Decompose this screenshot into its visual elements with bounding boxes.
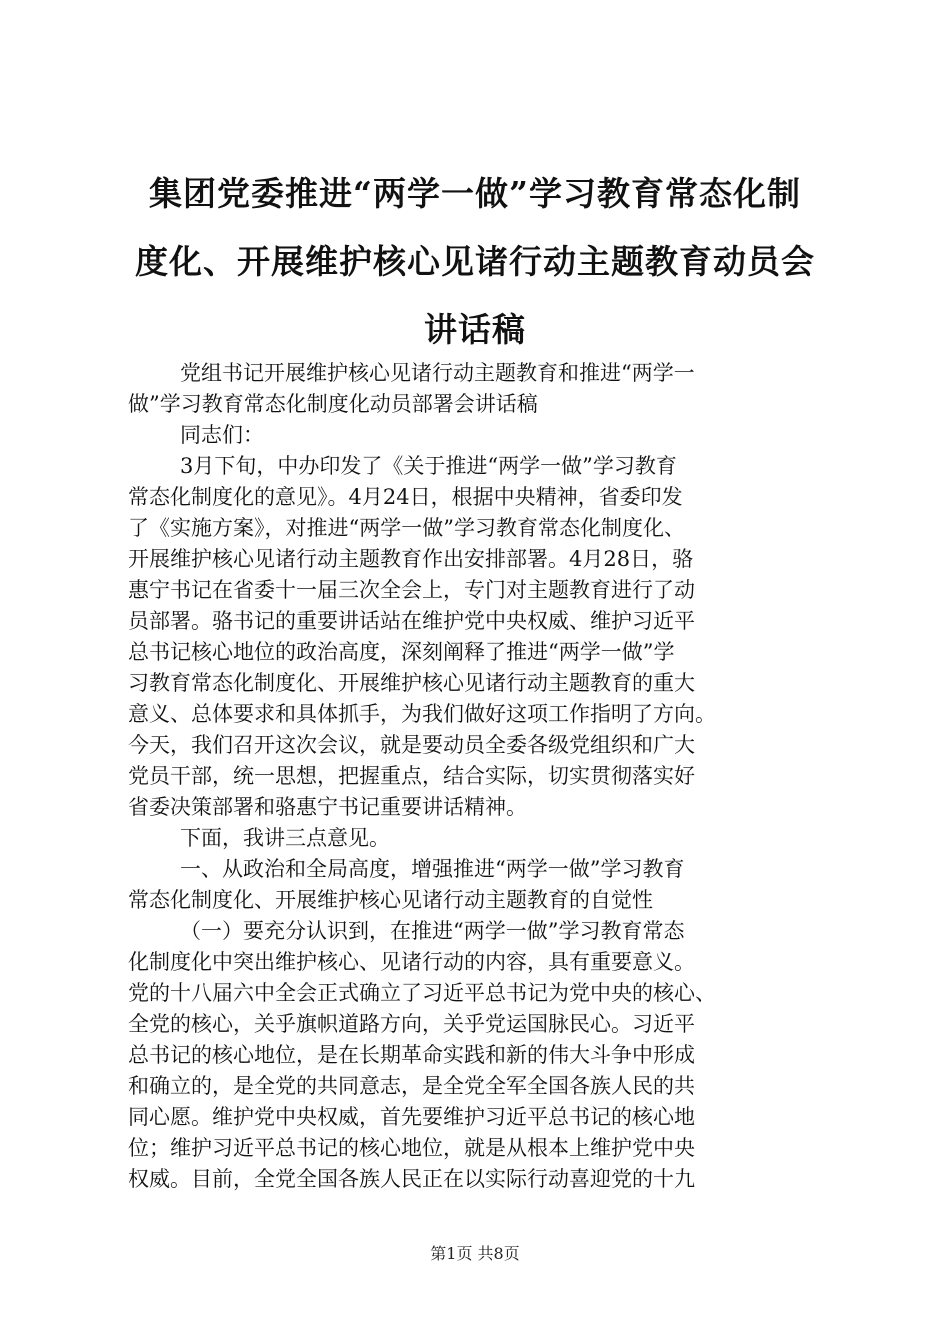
paragraph-line: （一）要充分认识到，在推进“两学一做”学习教育常态 — [180, 919, 685, 943]
paragraph-line: 惠宁书记在省委十一届三次全会上，专门对主题教育进行了动 — [128, 578, 695, 602]
paragraph-line: 总书记的核心地位，是在长期革命实践和新的伟大斗争中形成 — [128, 1043, 695, 1067]
title-line: 讲话稿 — [424, 310, 526, 349]
paragraph-line: 权威。目前，全党全国各族人民正在以实际行动喜迎党的十九 — [128, 1167, 695, 1191]
salutation-line: 同志们： — [180, 423, 264, 447]
paragraph-line: 员部署。骆书记的重要讲话站在维护党中央权威、维护习近平 — [128, 609, 695, 633]
paragraph-line: 了《实施方案》，对推进“两学一做”学习教育常态化制度化、 — [128, 516, 685, 540]
paragraph-line: 全党的核心，关乎旗帜道路方向，关乎党运国脉民心。习近平 — [128, 1012, 695, 1036]
paragraph-line: 做”学习教育常态化制度化动员部署会讲话稿 — [128, 392, 538, 416]
paragraph-line: 今天，我们召开这次会议，就是要动员全委各级党组织和广大 — [128, 733, 695, 757]
paragraph-line: 下面，我讲三点意见。 — [180, 826, 390, 850]
document-body — [128, 358, 828, 1195]
paragraph-line: 常态化制度化的意见》。4月24日，根据中央精神，省委印发 — [128, 485, 683, 509]
paragraph-line: 和确立的，是全党的共同意志，是全党全军全国各族人民的共 — [128, 1074, 695, 1098]
paragraph-line: 位；维护习近平总书记的核心地位，就是从根本上维护党中央 — [128, 1136, 695, 1160]
paragraph-line: 习教育常态化制度化、开展维护核心见诸行动主题教育的重大 — [128, 671, 695, 695]
document-title — [118, 160, 832, 364]
title-line: 度化、开展维护核心见诸行动主题教育动员会 — [135, 242, 815, 281]
paragraph-line: 党的十八届六中全会正式确立了习近平总书记为党中央的核心、 — [128, 981, 716, 1005]
paragraph-line: 3月下旬，中办印发了《关于推进“两学一做”学习教育 — [180, 454, 677, 478]
paragraph-line: 意义、总体要求和具体抓手，为我们做好这项工作指明了方向。 — [128, 702, 716, 726]
paragraph-line: 省委决策部署和骆惠宁书记重要讲话精神。 — [128, 795, 527, 819]
section-heading-line: 一、从政治和全局高度，增强推进“两学一做”学习教育 — [180, 857, 685, 881]
paragraph-line: 同心愿。维护党中央权威，首先要维护习近平总书记的核心地 — [128, 1105, 695, 1129]
title-line: 集团党委推进“两学一做”学习教育常态化制 — [149, 174, 801, 213]
paragraph-line: 总书记核心地位的政治高度，深刻阐释了推进“两学一做”学 — [128, 640, 675, 664]
section-heading-line: 常态化制度化、开展维护核心见诸行动主题教育的自觉性 — [128, 888, 653, 912]
paragraph-line: 化制度化中突出维护核心、见诸行动的内容，具有重要意义。 — [128, 950, 695, 974]
paragraph-line: 开展维护核心见诸行动主题教育作出安排部署。4月28日，骆 — [128, 547, 694, 571]
paragraph-line: 党组书记开展维护核心见诸行动主题教育和推进“两学一 — [180, 361, 695, 385]
page-number-footer: 第1页 共8页 — [430, 1244, 520, 1263]
paragraph-line: 党员干部，统一思想，把握重点，结合实际，切实贯彻落实好 — [128, 764, 695, 788]
